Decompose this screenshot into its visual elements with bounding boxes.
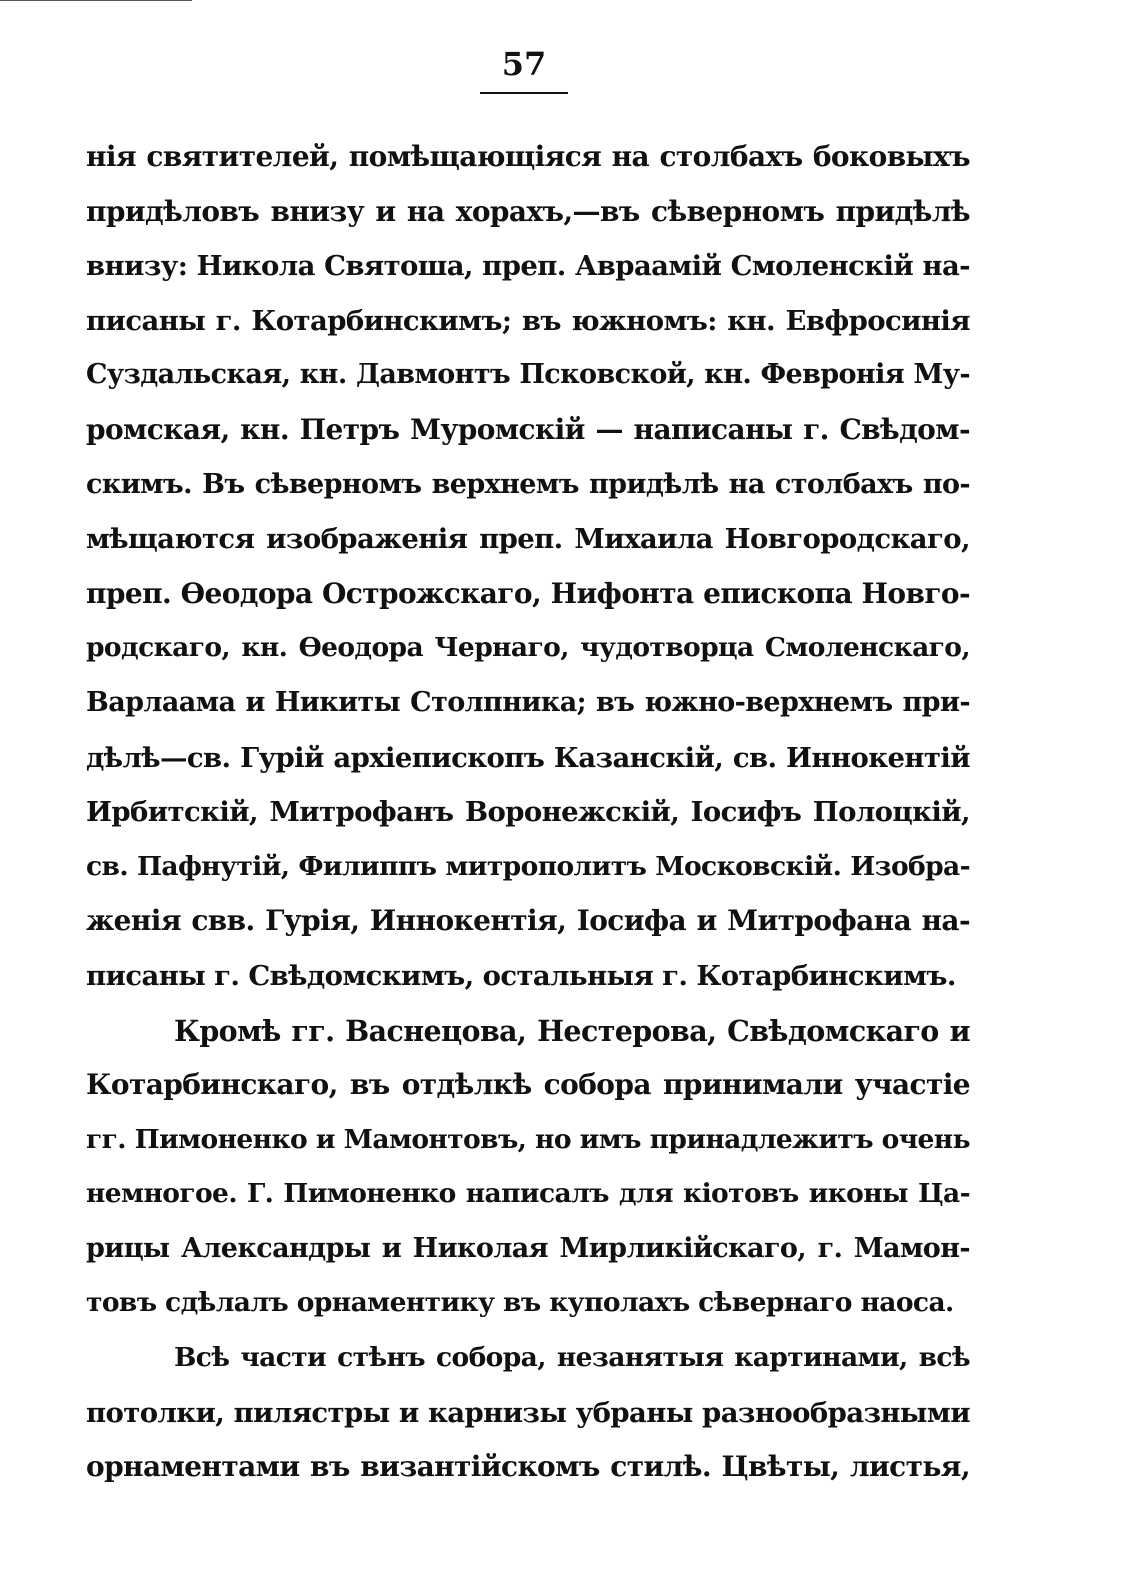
text-line: придѣловъ внизу и на хорахъ,—въ сѣверномъ придѣлѣ	[86, 194, 970, 228]
text-line: немногое. Г. Пимоненко написалъ для кіотовъ иконы Ца-	[86, 1178, 970, 1210]
text-line: орнаментами въ византійскомъ стилѣ. Цвѣты, листья,	[86, 1450, 970, 1484]
paragraph	[86, 130, 970, 1004]
top-edge-rule	[0, 0, 192, 1]
text-line: Котарбинскаго, въ отдѣлкѣ собора принимали участіе	[86, 1068, 970, 1102]
text-line: ромская, кн. Петръ Муромскій — написаны г. Свѣдом-	[86, 412, 970, 446]
text-line: рицы Александры и Николая Мирликійскаго, г. Мамон-	[86, 1232, 970, 1264]
text-line: нія святителей, помѣщающіяся на столбахъ боковыхъ	[86, 140, 970, 173]
text-line: писаны г. Котарбинскимъ; въ южномъ: кн. Евфросинія	[86, 304, 970, 337]
text-line: св. Пафнутій, Филиппъ митрополитъ Московскій. Изобра-	[86, 850, 970, 882]
text-line: мѣщаются изображенія преп. Михаила Новгородскаго,	[86, 523, 970, 556]
page-body-text	[86, 130, 970, 1495]
text-line: товъ сдѣлалъ орнаментику въ куполахъ сѣвернаго наоса.	[86, 1287, 954, 1319]
text-line: Ирбитскій, Митрофанъ Воронежскій, Іосифъ Полоцкій,	[86, 796, 970, 829]
text-line: дѣлѣ—св. Гурій архіепископъ Казанскій, св. Иннокентій	[86, 741, 970, 774]
text-line: скимъ. Въ сѣверномъ верхнемъ придѣлѣ на столбахъ по-	[86, 468, 970, 500]
page-number: 57	[501, 45, 547, 83]
text-line: женія свв. Гурія, Иннокентія, Іосифа и Митрофана на-	[86, 904, 970, 938]
text-line: писаны г. Свѣдомскимъ, остальныя г. Котарбинскимъ.	[86, 959, 956, 992]
text-line: Всѣ части стѣнъ собора, незанятыя картинами, всѣ	[174, 1342, 970, 1374]
text-line: гг. Пимоненко и Мамонтовъ, но имъ принадлежитъ очень	[86, 1123, 970, 1155]
text-line: преп. Ѳеодора Острожскаго, Нифонта епископа Новго-	[86, 576, 970, 610]
paragraph	[86, 1004, 970, 1332]
text-line: Кромѣ гг. Васнецова, Нестерова, Свѣдомскаго и	[174, 1013, 970, 1048]
text-line: родскаго, кн. Ѳеодора Чернаго, чудотворца Смоленскаго,	[86, 632, 970, 664]
page-number-underline	[480, 92, 568, 94]
paragraph	[86, 1331, 970, 1495]
text-line: внизу: Никола Святоша, преп. Авраамій Смоленскій на-	[86, 250, 970, 283]
text-line: потолки, пилястры и карнизы убраны разнообразными	[86, 1396, 970, 1429]
text-line: Суздальская, кн. Давмонтъ Псковской, кн. Февронія Му-	[86, 359, 970, 391]
text-line: Варлаама и Никиты Столпника; въ южно-верхнемъ при-	[86, 686, 970, 718]
